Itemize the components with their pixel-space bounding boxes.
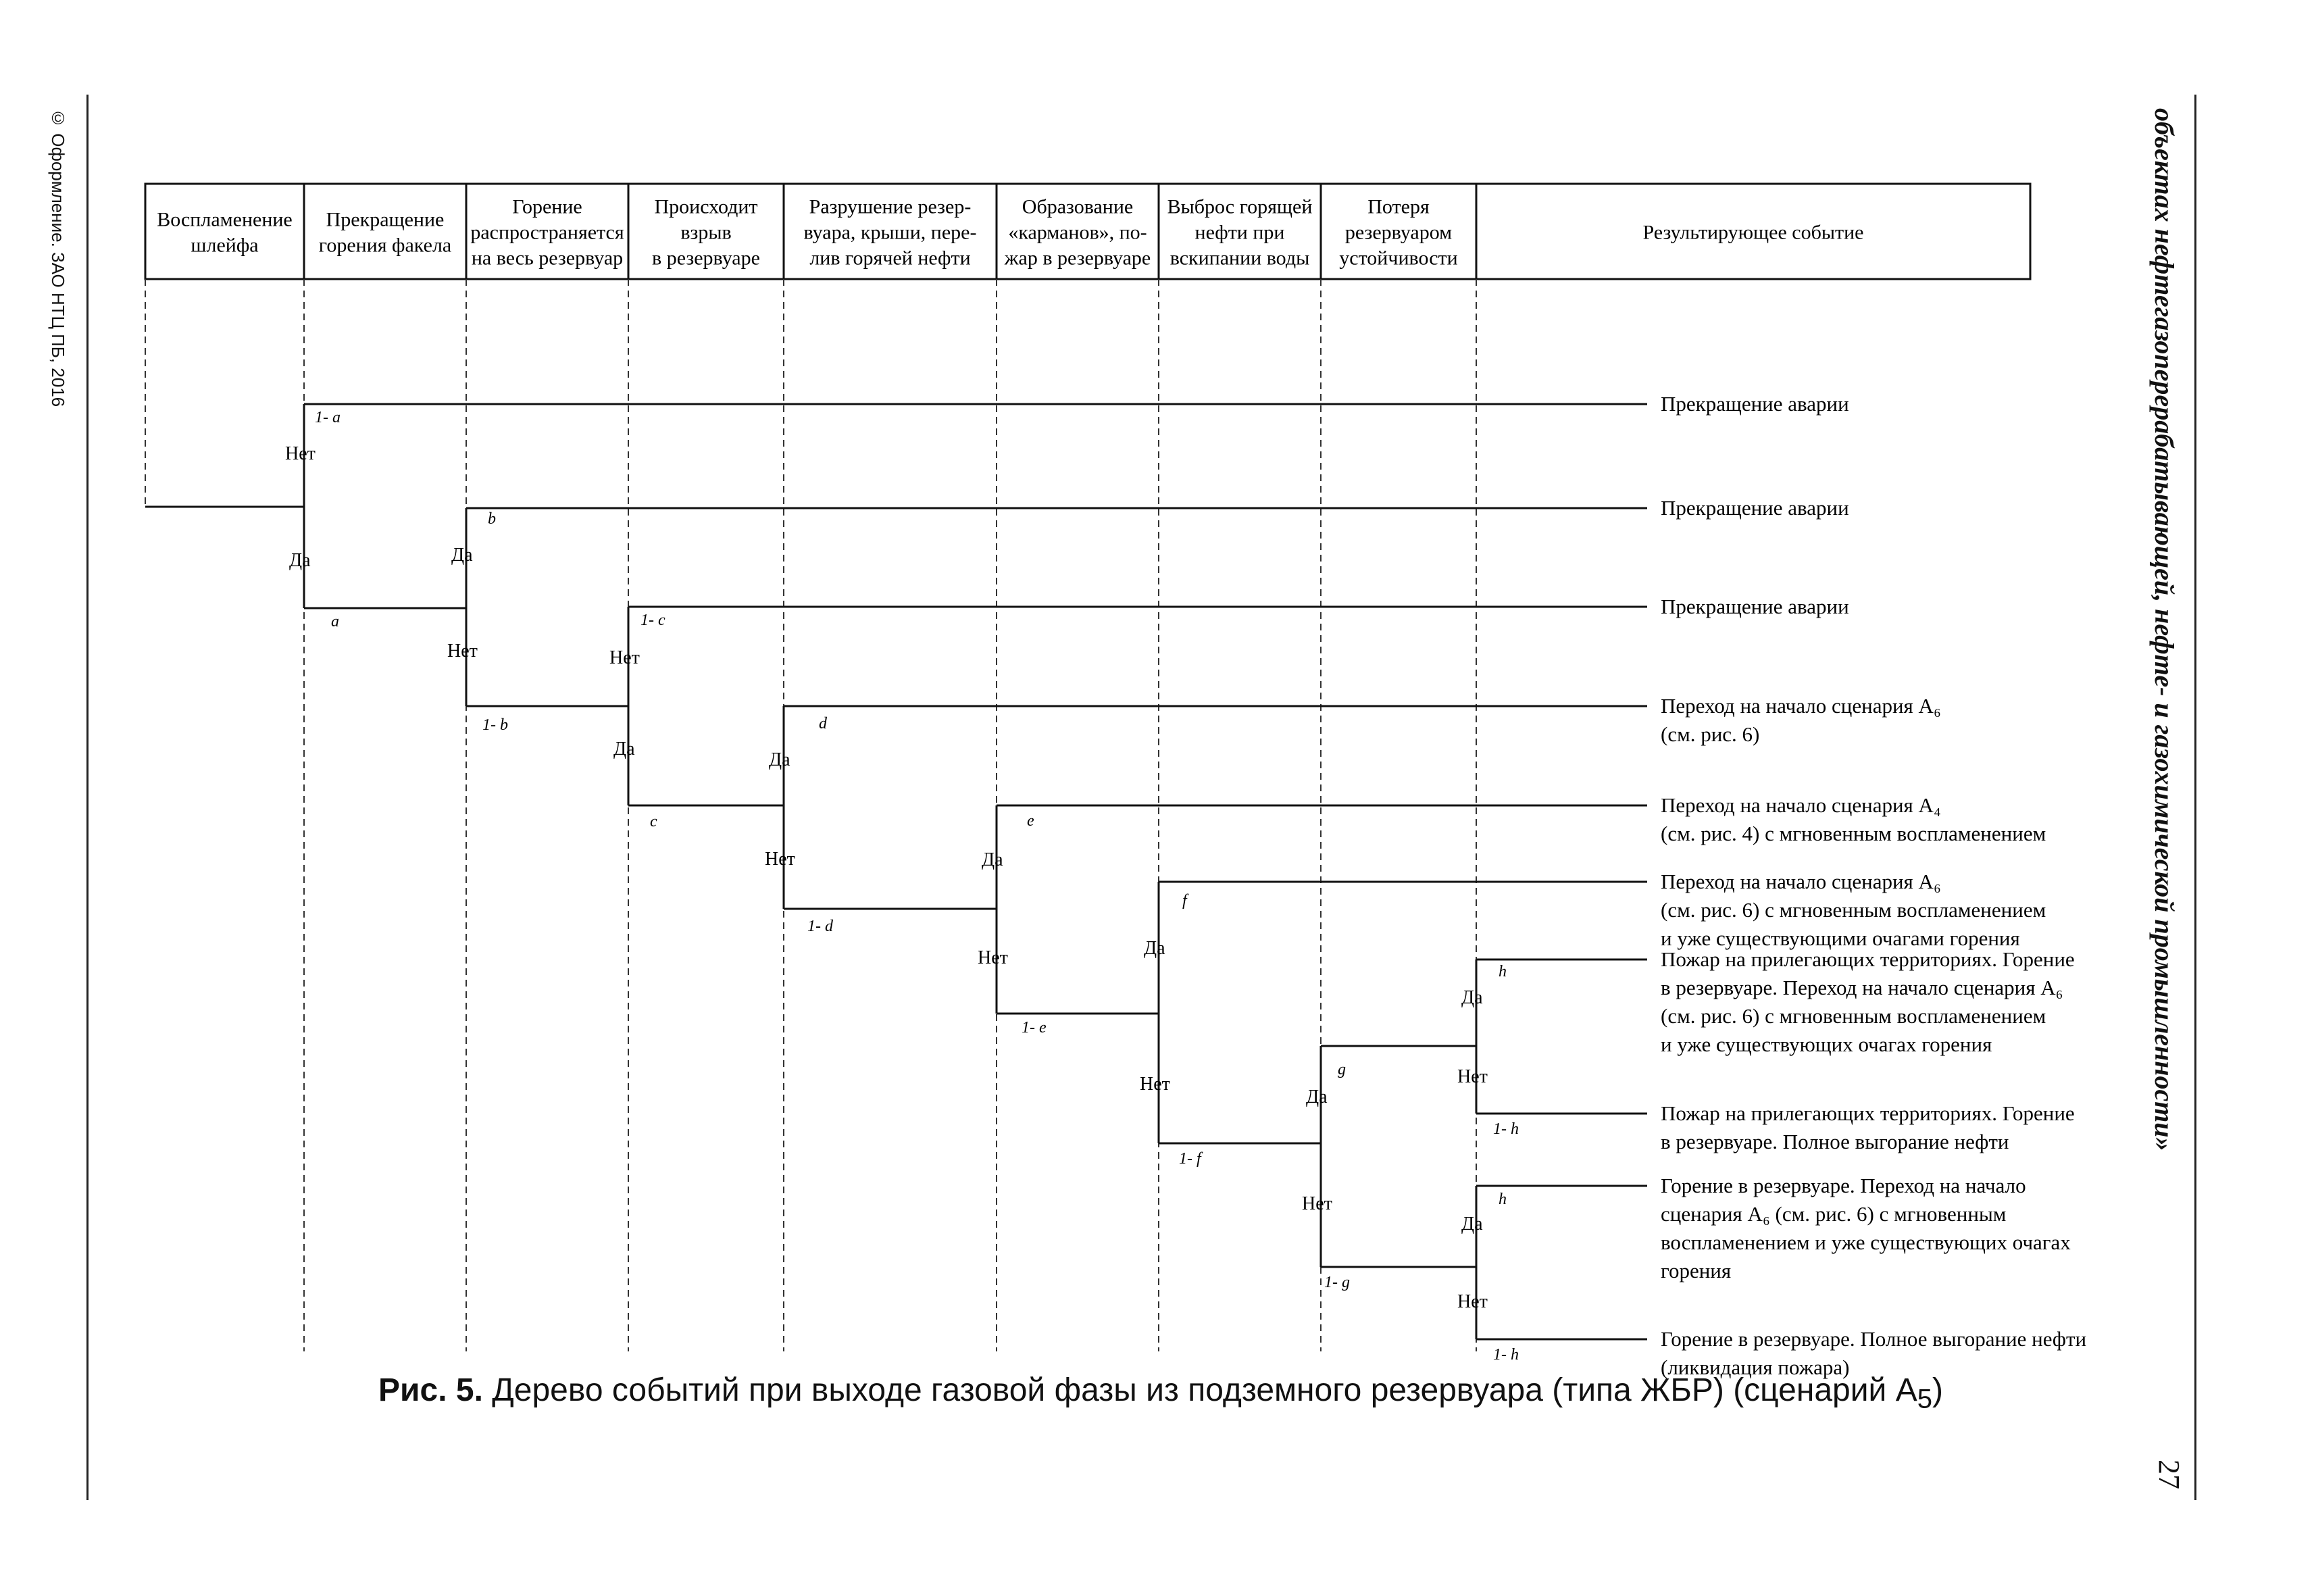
outcome-text: сценария A₆ (см. рис. 6) с мгновенным xyxy=(1661,1202,2007,1226)
outcome-text: в резервуаре. Переход на начало сценария A₆ xyxy=(1661,976,2063,999)
probability-label: 1- b xyxy=(482,716,508,734)
header-column-label: Горение xyxy=(512,195,582,218)
header-column-label: Потеря xyxy=(1367,195,1430,218)
probability-label: 1- h xyxy=(1493,1346,1519,1364)
header-column-label: резервуаром xyxy=(1344,221,1453,244)
header-column-label: Происходит xyxy=(654,195,758,218)
header-column-label: Выброс горящей xyxy=(1167,195,1313,218)
outcome-text: (ликвидация пожара) xyxy=(1661,1355,1850,1379)
caption-end: ) xyxy=(1932,1372,1943,1408)
no-branch-label: Нет xyxy=(765,849,795,870)
outcome-text: в резервуаре. Полное выгорание нефти xyxy=(1661,1130,2009,1153)
no-branch-label: Нет xyxy=(978,947,1008,968)
yes-branch-label: Да xyxy=(769,749,790,770)
outcome-text: воспламенением и уже существующих очагах xyxy=(1661,1230,2071,1254)
outcome-text: (см. рис. 4) с мгновенным воспламенением xyxy=(1661,822,2046,845)
probability-label: 1- d xyxy=(807,918,833,935)
yes-branch-label: Да xyxy=(451,545,473,566)
probability-label: h xyxy=(1499,1191,1507,1208)
header-column-label: вскипании воды xyxy=(1169,247,1310,270)
outcome-text: Горение в резервуаре. Переход на начало xyxy=(1661,1174,2026,1197)
yes-branch-label: Да xyxy=(1461,987,1483,1008)
header-column-label: Результирующее событие xyxy=(1642,221,1864,244)
copyright-side-text: © Оформление. ЗАО НТЦ ПБ, 2016 xyxy=(48,108,68,407)
no-branch-label: Нет xyxy=(1140,1074,1170,1095)
outcome-text: (см. рис. 6) xyxy=(1661,722,1760,746)
outcome-text: Пожар на прилегающих территориях. Горение xyxy=(1661,1101,2075,1125)
header-column-label: взрыв xyxy=(680,221,732,244)
outcome-text: Переход на начало сценария A₆ xyxy=(1661,694,1941,718)
yes-branch-label: Да xyxy=(613,739,635,759)
outcome-text: Прекращение аварии xyxy=(1661,496,1849,520)
no-branch-label: Нет xyxy=(1457,1066,1488,1087)
outcome-text: Пожар на прилегающих территориях. Горение xyxy=(1661,947,2075,971)
outcome-text: горения xyxy=(1661,1259,1732,1282)
no-branch-label: Нет xyxy=(609,647,640,668)
no-branch-label: Нет xyxy=(1302,1193,1332,1214)
probability-label: f xyxy=(1182,892,1187,909)
probability-label: b xyxy=(488,510,496,528)
header-column-label: шлейфа xyxy=(191,234,259,257)
probability-label: a xyxy=(331,613,339,630)
probability-label: e xyxy=(1027,812,1034,830)
outcome-text: (см. рис. 6) с мгновенным воспламенением xyxy=(1661,1004,2046,1028)
no-branch-label: Нет xyxy=(285,443,316,464)
header-column-label: нефти при xyxy=(1194,221,1285,244)
header-column-label: Разрушение резер- xyxy=(809,195,972,218)
probability-label: d xyxy=(819,715,827,732)
header-column-label: устойчивости xyxy=(1339,247,1458,270)
outcome-text: (см. рис. 6) с мгновенным воспламенением xyxy=(1661,898,2046,922)
header-column-label: горения факела xyxy=(318,234,452,257)
probability-label: 1- c xyxy=(640,612,665,629)
header-column-label: в резервуаре xyxy=(652,247,760,270)
header-column-label: Образование xyxy=(1022,195,1134,218)
probability-label: h xyxy=(1499,963,1507,980)
header-column-label: «карманов», по- xyxy=(1008,221,1147,244)
caption-text: Дерево событий при выходе газовой фазы из подземного резервуара (типа ЖБР) (сценарий A xyxy=(482,1372,1917,1408)
probability-label: 1- a xyxy=(315,409,341,426)
no-branch-label: Нет xyxy=(447,641,478,662)
yes-branch-label: Да xyxy=(1306,1087,1328,1107)
page-number: 27 xyxy=(2153,1460,2186,1489)
probability-label: g xyxy=(1338,1061,1346,1078)
header-column-label: вуара, крыши, пере- xyxy=(803,221,977,244)
header-column-label: лив горячей нефти xyxy=(809,247,971,270)
outcome-text: Прекращение аварии xyxy=(1661,392,1849,416)
probability-label: c xyxy=(650,813,657,830)
outcome-text: Горение в резервуаре. Полное выгорание нефти xyxy=(1661,1327,2087,1351)
no-branch-label: Нет xyxy=(1457,1291,1488,1312)
yes-branch-label: Да xyxy=(289,550,311,571)
outcome-text: Переход на начало сценария A₆ xyxy=(1661,870,1941,893)
caption-subscript: 5 xyxy=(1917,1384,1932,1414)
outcome-text: и уже существующих очагах горения xyxy=(1661,1032,1992,1056)
yes-branch-label: Да xyxy=(1144,938,1165,959)
caption-number: Рис. 5. xyxy=(378,1372,483,1408)
figure-caption xyxy=(378,1372,1943,1415)
outcome-text: Переход на начало сценария A₄ xyxy=(1661,793,1941,817)
yes-branch-label: Да xyxy=(1461,1214,1483,1235)
header-column-label: Воспламенение xyxy=(157,208,293,231)
probability-label: 1- h xyxy=(1493,1120,1519,1138)
outcome-text: и уже существующими очагами горения xyxy=(1661,926,2020,950)
header-column-label: жар в резервуаре xyxy=(1004,247,1151,270)
probability-label: 1- g xyxy=(1324,1274,1350,1291)
yes-branch-label: Да xyxy=(982,849,1003,870)
header-column-label: распространяется xyxy=(470,221,624,244)
header-column-label: Прекращение xyxy=(326,208,445,231)
outcome-text: Прекращение аварии xyxy=(1661,595,1849,618)
probability-label: 1- f xyxy=(1179,1150,1201,1168)
header-column-label: на весь резервуар xyxy=(471,247,624,270)
running-title: объектах нефтегазоперерабатывающей, нефте- и газохимической промышленности» xyxy=(2149,108,2180,1151)
probability-label: 1- e xyxy=(1022,1019,1047,1037)
